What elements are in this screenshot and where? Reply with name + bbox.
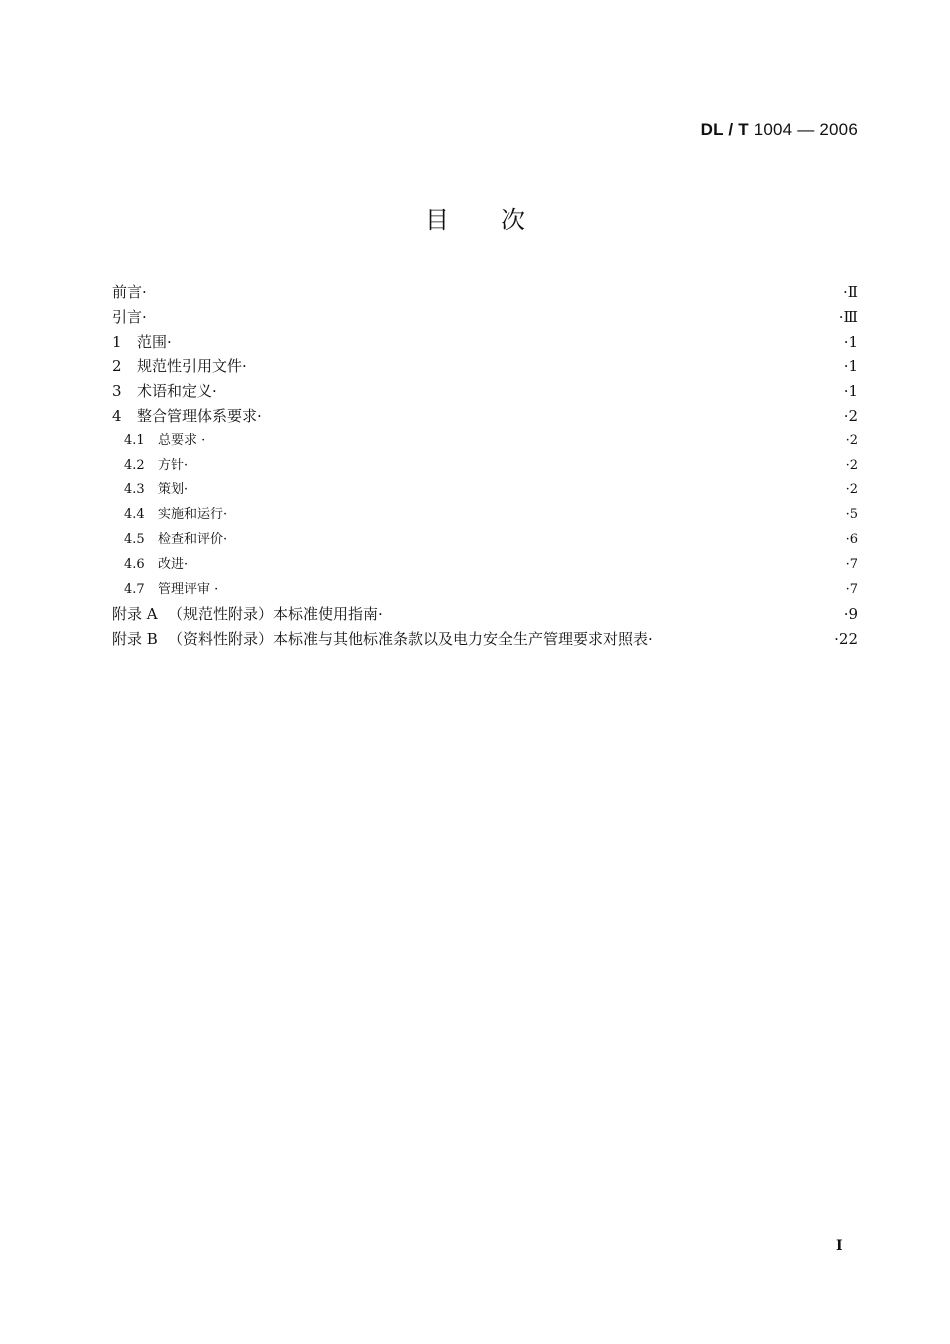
toc-entry-4-4[interactable]: [112, 503, 858, 528]
toc-entry-page: ·2: [843, 406, 858, 425]
toc-entry-label: 检查和评价·: [158, 531, 228, 547]
page-title: 目次: [425, 206, 577, 234]
toc-entry-1[interactable]: [112, 330, 858, 355]
toc-entry-number: 附录 A: [112, 605, 158, 624]
toc-entry-appendix-b[interactable]: [112, 627, 858, 652]
toc-entry-3[interactable]: [112, 379, 858, 404]
toc-entry-label: 术语和定义·: [137, 382, 217, 401]
toc-entry-page: ·5: [845, 507, 858, 523]
toc-entry-4-6[interactable]: [112, 553, 858, 578]
toc-entry-introduction[interactable]: [112, 305, 858, 330]
toc-entry-page: ·Ⅱ: [843, 283, 858, 301]
toc-entry-preface[interactable]: [112, 280, 858, 305]
toc-entry-page: ·1: [843, 332, 858, 351]
toc-entry-number: 4.3: [124, 482, 145, 498]
toc-entry-label: （规范性附录）本标准使用指南·: [168, 605, 383, 624]
standard-code: [701, 120, 858, 140]
toc-entry-4-5[interactable]: [112, 528, 858, 553]
toc-entry-label: 范围·: [137, 332, 172, 351]
toc-entry-number: 4.7: [124, 581, 145, 597]
toc-entry-2[interactable]: [112, 354, 858, 379]
toc-entry-4-3[interactable]: [112, 478, 858, 503]
toc-entry-page: ·22: [834, 630, 858, 649]
toc-entry-page: ·9: [843, 605, 858, 624]
toc-entry-4-2[interactable]: [112, 454, 858, 479]
toc-entry-label: 策划·: [158, 482, 189, 498]
toc-entry-label: 引言·: [112, 307, 147, 326]
toc-entry-page: ·Ⅲ: [838, 307, 858, 326]
toc-entry-number: 4.1: [124, 432, 145, 448]
toc-entry-4[interactable]: [112, 404, 858, 429]
toc-entry-page: ·7: [845, 556, 858, 572]
toc-entry-page: ·1: [843, 357, 858, 376]
toc-entry-number: 4.4: [124, 507, 145, 523]
toc-entry-number: 4.5: [124, 531, 145, 547]
toc-entry-appendix-a[interactable]: [112, 602, 858, 627]
toc-entry-label: 管理评审 ·: [158, 581, 219, 597]
toc-entry-label: （资料性附录）本标准与其他标准条款以及电力安全生产管理要求对照表·: [168, 630, 653, 649]
toc-entry-number: 4.6: [124, 556, 145, 572]
toc-entry-page: ·6: [845, 531, 858, 547]
toc-entry-number: 4: [112, 406, 122, 425]
toc-entry-number: 3: [112, 382, 122, 401]
toc-entry-label: 实施和运行·: [158, 507, 228, 523]
toc-entry-4-7[interactable]: [112, 578, 858, 603]
toc-entry-page: ·2: [845, 457, 858, 473]
standard-number: 1004 — 2006: [748, 120, 858, 139]
toc-entry-label: 方针·: [158, 457, 189, 473]
toc-entry-number: 1: [112, 332, 122, 351]
toc-entry-page: ·1: [843, 382, 858, 401]
toc-entry-label: 前言·: [112, 283, 147, 301]
toc-entry-label: 整合管理体系要求·: [137, 406, 262, 425]
toc-entry-page: ·7: [845, 581, 858, 597]
table-of-contents: [112, 280, 858, 652]
toc-entry-page: ·2: [845, 432, 858, 448]
toc-entry-label: 总要求 ·: [158, 432, 206, 448]
toc-entry-page: ·2: [845, 482, 858, 498]
standard-prefix: DL / T: [700, 120, 749, 139]
toc-entry-label: 改进·: [158, 556, 189, 572]
toc-entry-number: 附录 B: [112, 630, 158, 649]
toc-entry-number: 2: [112, 357, 122, 376]
toc-entry-number: 4.2: [124, 457, 145, 473]
page-number: I: [836, 1238, 843, 1254]
toc-entry-4-1[interactable]: [112, 429, 858, 454]
toc-entry-label: 规范性引用文件·: [137, 357, 247, 376]
